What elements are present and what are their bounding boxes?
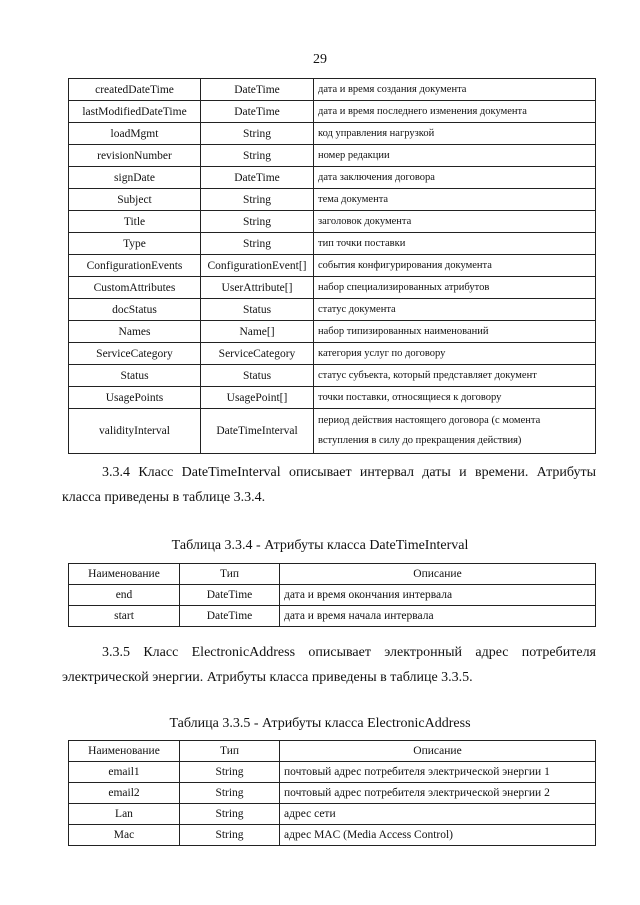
table-row (69, 804, 596, 825)
table-caption-3-3-5: Таблица 3.3.5 - Атрибуты класса ElectronicAddress (169, 716, 471, 731)
attr-desc: тип точки поставки (314, 233, 596, 255)
column-header-description: Описание (280, 564, 596, 585)
table-row (69, 233, 596, 255)
table-row (69, 365, 596, 387)
table-row (69, 123, 596, 145)
table-row (69, 409, 596, 454)
attr-name: email2 (69, 783, 180, 804)
attr-type: DateTime (201, 167, 314, 189)
table-row (69, 79, 596, 101)
attr-type: String (180, 804, 280, 825)
attr-name: Title (69, 211, 201, 233)
table-row (69, 145, 596, 167)
attr-name: createdDateTime (69, 79, 201, 101)
attr-desc: дата и время начала интервала (280, 606, 596, 627)
attr-type: String (201, 211, 314, 233)
attr-name: Type (69, 233, 201, 255)
attr-desc: дата и время создания документа (314, 79, 596, 101)
attr-type: DateTime (180, 606, 280, 627)
attr-desc: набор типизированных наименований (314, 321, 596, 343)
attr-desc: период действия настоящего договора (с момента вступления в силу до прекращения действия) (314, 409, 596, 454)
attr-type: DateTime (201, 79, 314, 101)
attr-type: String (201, 123, 314, 145)
attr-type: ServiceCategory (201, 343, 314, 365)
table-row (69, 762, 596, 783)
attr-desc: статус субъекта, который представляет документ (314, 365, 596, 387)
attr-type: Status (201, 299, 314, 321)
attr-desc: дата и время последнего изменения документа (314, 101, 596, 123)
attr-type: String (180, 783, 280, 804)
attr-desc: тема документа (314, 189, 596, 211)
column-header-name: Наименование (69, 741, 180, 762)
table-row (69, 167, 596, 189)
attr-name: ServiceCategory (69, 343, 201, 365)
attr-name: loadMgmt (69, 123, 201, 145)
attr-name: start (69, 606, 180, 627)
table-row (69, 783, 596, 804)
table-row (69, 585, 596, 606)
column-header-type: Тип (180, 564, 280, 585)
attr-desc: набор специализированных атрибутов (314, 277, 596, 299)
attr-desc: почтовый адрес потребителя электрической энергии 1 (280, 762, 596, 783)
attr-name: signDate (69, 167, 201, 189)
attr-type: ConfigurationEvent[] (201, 255, 314, 277)
attr-desc: статус документа (314, 299, 596, 321)
attr-name: end (69, 585, 180, 606)
attr-type: String (180, 762, 280, 783)
attr-type: String (201, 145, 314, 167)
table-row (69, 211, 596, 233)
table-row (69, 321, 596, 343)
attr-name: revisionNumber (69, 145, 201, 167)
attr-desc: дата и время окончания интервала (280, 585, 596, 606)
attr-desc: точки поставки, относящиеся к договору (314, 387, 596, 409)
table-row (69, 606, 596, 627)
attr-desc: заголовок документа (314, 211, 596, 233)
table-caption-3-3-4: Таблица 3.3.4 - Атрибуты класса DateTimeInterval (171, 538, 469, 553)
attr-name: CustomAttributes (69, 277, 201, 299)
table-row (69, 299, 596, 321)
electronicaddress-table (68, 740, 596, 846)
attr-desc: адрес MAC (Media Access Control) (280, 825, 596, 846)
attr-name: Mac (69, 825, 180, 846)
attr-type: String (180, 825, 280, 846)
attr-name: docStatus (69, 299, 201, 321)
attr-name: UsagePoints (69, 387, 201, 409)
attr-name: Names (69, 321, 201, 343)
datetimeinterval-table (68, 563, 596, 627)
table-row (69, 387, 596, 409)
attr-type: String (201, 189, 314, 211)
attr-type: DateTimeInterval (201, 409, 314, 454)
attr-desc: код управления нагрузкой (314, 123, 596, 145)
attr-desc: почтовый адрес потребителя электрической энергии 2 (280, 783, 596, 804)
attr-desc: номер редакции (314, 145, 596, 167)
attr-desc: категория услуг по договору (314, 343, 596, 365)
attr-desc: адрес сети (280, 804, 596, 825)
attr-name: lastModifiedDateTime (69, 101, 201, 123)
attr-type: DateTime (201, 101, 314, 123)
table-row (69, 343, 596, 365)
attr-desc: события конфигурирования документа (314, 255, 596, 277)
attr-type: Name[] (201, 321, 314, 343)
table-row (69, 825, 596, 846)
attr-desc: дата заключения договора (314, 167, 596, 189)
attr-type: Status (201, 365, 314, 387)
table-row (69, 277, 596, 299)
table-row (69, 255, 596, 277)
attr-type: DateTime (180, 585, 280, 606)
page-number: 29 (313, 52, 327, 67)
column-header-description: Описание (280, 741, 596, 762)
attr-name: email1 (69, 762, 180, 783)
table-row (69, 189, 596, 211)
table-header-row (69, 741, 596, 762)
column-header-type: Тип (180, 741, 280, 762)
paragraph-3-3-5: 3.3.5 Класс ElectronicAddress описывает электронный адрес потребителя электрической энергии. Атрибуты класса приведены в таблице 3.3.5. (62, 645, 596, 685)
attr-name: validityInterval (69, 409, 201, 454)
paragraph-3-3-4: 3.3.4 Класс DateTimeInterval описывает интервал даты и времени. Атрибуты класса приведены в таблице 3.3.4. (62, 465, 596, 505)
table-header-row (69, 564, 596, 585)
table-row (69, 101, 596, 123)
attr-name: Status (69, 365, 201, 387)
column-header-name: Наименование (69, 564, 180, 585)
attr-type: UsagePoint[] (201, 387, 314, 409)
attr-name: Subject (69, 189, 201, 211)
attr-type: String (201, 233, 314, 255)
attr-type: UserAttribute[] (201, 277, 314, 299)
attributes-table-continued (68, 78, 596, 454)
attr-name: Lan (69, 804, 180, 825)
attr-name: ConfigurationEvents (69, 255, 201, 277)
